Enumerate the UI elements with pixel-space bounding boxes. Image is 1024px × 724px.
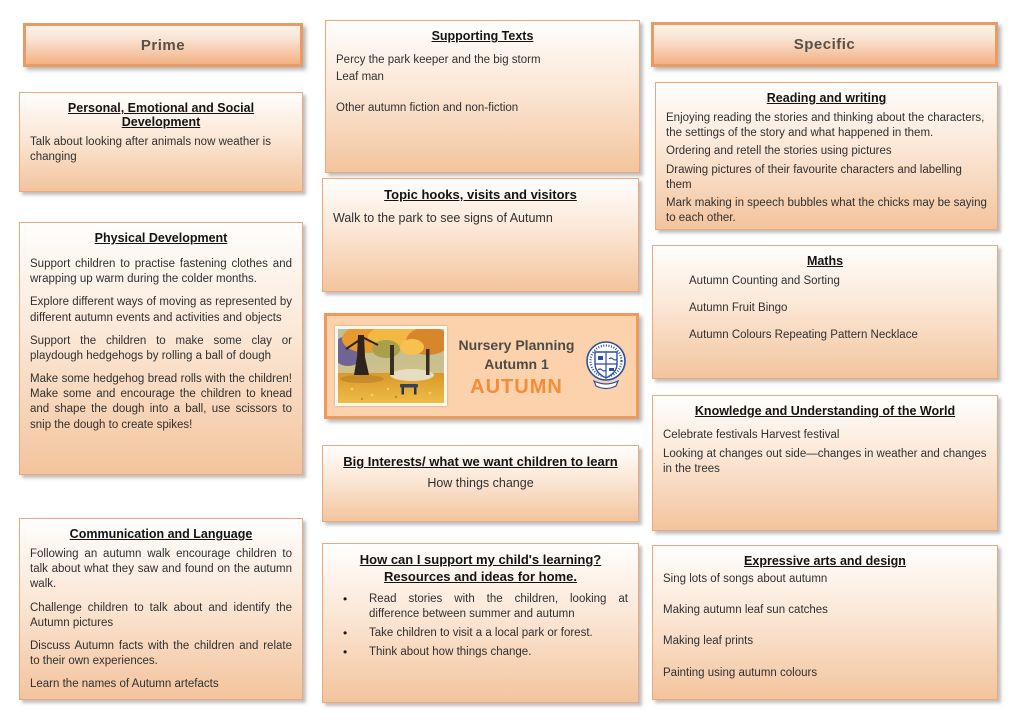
pesd-paragraph: Talk about looking after animals now weather is changing [30,136,271,164]
communication-paragraph: Challenge children to talk about and identify the Autumn pictures [30,601,292,629]
expressive-arts-box [652,545,998,700]
communication-language-box [19,518,303,700]
maths-title: Maths [806,254,844,268]
support-learning-box [322,543,639,703]
physical-paragraph: Make some hedgehog bread rolls with the children! Make some and encourage the children to knead and shape the dough into a ball, use scissors to snip the dough to create spikes! [30,373,292,431]
pesd-title: Personal, Emotional and Social Development [67,101,255,129]
maths-item: Autumn Fruit Bingo [689,301,788,314]
maths-item: Autumn Colours Repeating Pattern Necklace [689,328,918,341]
central-line-autumn-1: Autumn 1 [484,355,549,372]
supporting-text-line: Percy the park keeper and the big storm [336,54,541,66]
prime-header [23,23,303,67]
support-learning-bullet: • Take children to visit a a local park or forest. [333,626,628,641]
physical-development-box [19,222,303,475]
central-planning-box [324,313,639,419]
support-learning-bullets [333,592,628,660]
physical-paragraph: Explore different ways of moving as represented by different autumn events and activities and objects [30,296,292,324]
communication-paragraph: Learn the names of Autumn artefacts [30,678,219,691]
expressive-paragraph: Painting using autumn colours [663,666,818,679]
support-learning-bullet: • Read stories with the children, looking at difference between summer and autumn [333,592,628,622]
central-line-nursery-planning: Nursery Planning [458,336,575,353]
reading-paragraph: Mark making in speech bubbles what the chicks may be saying to each other. [666,196,987,225]
supporting-text-line: Other autumn fiction and non-fiction [336,102,519,115]
supporting-texts-body [336,53,629,117]
maths-items [663,274,987,343]
knowledge-paragraph: Celebrate festivals Harvest festival [663,429,840,441]
supporting-texts-title: Supporting Texts [431,29,534,43]
expressive-arts-body [663,572,987,681]
maths-box [652,245,998,379]
big-interests-box [322,445,639,522]
central-title-block [447,334,586,399]
pesd-box [19,92,303,192]
supporting-text-line: Leaf man [336,71,384,84]
reading-paragraph: Drawing pictures of their favourite characters and labelling them [666,163,962,191]
expressive-paragraph: Sing lots of songs about autumn [663,573,828,585]
physical-paragraph: Support the children to make some clay or playdough hedgehogs by rolling a ball of dough [30,334,292,362]
knowledge-world-box [652,395,998,531]
knowledge-world-body [663,428,987,478]
reading-writing-body [666,111,987,226]
specific-header-label: Specific [793,36,856,53]
communication-paragraph: Following an autumn walk encourage children to talk about what they saw and found on the autumn walk. [30,548,292,591]
topic-hooks-body [333,210,628,227]
big-interests-paragraph: How things change [427,476,534,490]
support-learning-title-line1: How can I support my child's learning? [359,552,602,567]
support-learning-bullet: • Think about how things change. [333,645,628,660]
topic-hooks-box [322,178,639,292]
reading-paragraph: Enjoying reading the stories and thinking about the characters, the settings of the story and what happened in them. [666,112,985,140]
expressive-paragraph: Making leaf prints [663,635,754,648]
school-crest-logo [586,339,626,393]
specific-header [651,22,998,67]
knowledge-world-title: Knowledge and Understanding of the World [694,404,956,418]
reading-paragraph: Ordering and retell the stories using pictures [666,145,892,158]
knowledge-paragraph: Looking at changes out side—changes in weather and changes in the trees [663,448,987,476]
pesd-body [30,135,292,165]
autumn-park-photo [335,326,447,406]
reading-writing-box [655,82,998,230]
big-interests-title: Big Interests/ what we want children to learn [343,454,618,469]
communication-paragraph: Discuss Autumn facts with the children and relate to their own experiences. [30,639,292,668]
communication-language-title: Communication and Language [69,527,253,541]
physical-development-title: Physical Development [94,231,228,245]
topic-hooks-paragraph: Walk to the park to see signs of Autumn [333,211,553,225]
expressive-arts-title: Expressive arts and design [744,554,906,568]
physical-development-body [30,257,292,433]
big-interests-body [333,475,628,492]
communication-language-body [30,547,292,692]
reading-writing-title: Reading and writing [766,91,887,105]
prime-header-label: Prime [140,36,186,54]
maths-item: Autumn Counting and Sorting [689,275,840,287]
physical-paragraph: Support children to practise fastening clothes and wrapping up warm during the colder months. [30,258,292,286]
topic-hooks-title: Topic hooks, visits and visitors [384,187,577,202]
support-learning-title-line2: Resources and ideas for home. [384,569,577,584]
supporting-texts-box [325,20,640,173]
central-line-autumn: AUTUMN [470,375,563,398]
expressive-paragraph: Making autumn leaf sun catches [663,604,828,617]
